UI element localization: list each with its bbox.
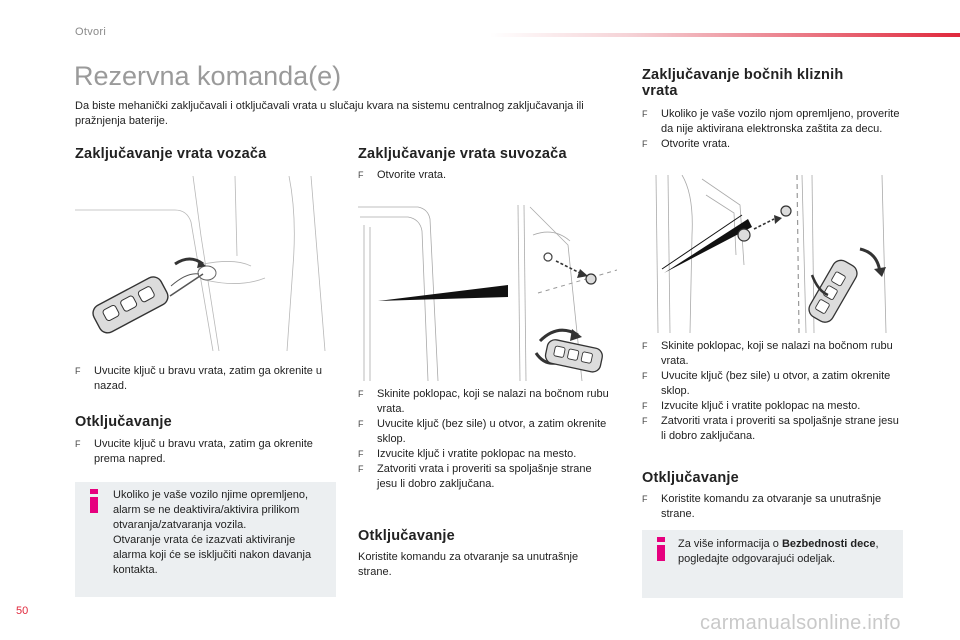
step-text: Otvorite vrata. xyxy=(661,138,731,150)
step-item xyxy=(358,447,613,462)
step-item xyxy=(642,399,904,414)
step-text: Uvucite ključ u bravu vrata, zatim ga okrenite prema napred. xyxy=(94,438,313,465)
step-text: Izvucite ključ i vratite poklopac na mesto. xyxy=(661,400,861,412)
info-icon xyxy=(84,489,104,513)
step-text: Izvucite ključ i vratite poklopac na mesto. xyxy=(377,448,577,460)
step-text: Ukoliko je vaše vozilo njom opremljeno, proverite da nije aktivirana elektronska zaštita za decu. xyxy=(661,108,900,135)
note-link-text: Bezbednosti dece xyxy=(781,538,876,550)
page-number: 50 xyxy=(16,605,29,617)
alarm-info-note xyxy=(75,482,336,597)
passenger-door-heading: Zaključavanje vrata suvozača xyxy=(358,146,567,162)
step-text: Zatvoriti vrata i proveriti sa spoljašnje strane jesu li dobro zaključana. xyxy=(377,463,592,490)
driver-door-illustration xyxy=(75,176,336,351)
header-accent-bar xyxy=(490,33,960,37)
bullet-marker: F xyxy=(642,494,648,504)
step-item xyxy=(642,414,904,444)
bullet-marker: F xyxy=(642,341,648,351)
bullet-marker: F xyxy=(642,109,648,119)
passenger-unlock-text: Koristite komandu za otvaranje sa unutrašnje strane. xyxy=(358,551,579,578)
bullet-marker: F xyxy=(358,389,364,399)
driver-unlock-steps xyxy=(75,437,325,467)
bullet-marker: F xyxy=(75,366,81,376)
step-item xyxy=(642,339,904,369)
step-item xyxy=(642,137,902,152)
step-item xyxy=(642,107,902,137)
note-text xyxy=(678,537,896,567)
step-text: Uvucite ključ u bravu vrata, zatim ga okrenite u nazad. xyxy=(94,365,323,392)
driver-door-heading: Zaključavanje vrata vozača xyxy=(75,146,267,162)
passenger-lock-steps xyxy=(358,387,613,492)
intro-text: Da biste mehanički zaključavali i otključavali vrata u slučaju kvara na sistemu centralnog zaključavanja ili pražnjenja baterije. xyxy=(75,100,584,127)
step-item xyxy=(358,168,608,183)
info-icon xyxy=(651,537,671,561)
step-text: Skinite poklopac, koji se nalazi na bočnom rubu vrata. xyxy=(377,388,609,415)
step-item xyxy=(642,492,904,522)
bullet-marker: F xyxy=(358,419,364,429)
bullet-marker: F xyxy=(358,464,364,474)
driver-unlock-heading: Otključavanje xyxy=(75,414,172,430)
bullet-marker: F xyxy=(358,170,364,180)
sliding-door-illustration xyxy=(642,175,903,333)
bullet-marker: F xyxy=(642,371,648,381)
passenger-unlock-heading: Otključavanje xyxy=(358,528,455,544)
bullet-marker: F xyxy=(642,139,648,149)
step-item xyxy=(75,437,325,467)
sliding-door-heading: Zaključavanje bočnih kliznih vrata xyxy=(642,67,844,99)
step-text: Skinite poklopac, koji se nalazi na bočnom rubu vrata. xyxy=(661,340,893,367)
sliding-lock-steps xyxy=(642,339,904,444)
note-text: Ukoliko je vaše vozilo njime opremljeno, alarm se ne deaktivira/aktivira prilikom otvaranja/zatvaranja vozila. Otvaranje vrata će izazvati aktiviranje alarma koji će se isključiti nakon davanja kontakta. xyxy=(113,489,312,576)
step-text: Uvucite ključ (bez sile) u otvor, a zatim okrenite sklop. xyxy=(661,370,891,397)
passenger-pre-steps xyxy=(358,168,608,183)
step-item xyxy=(358,462,613,492)
watermark: carmanualsonline.info xyxy=(700,612,901,634)
page-title: Rezervna komanda(e) xyxy=(74,61,342,91)
step-text: Zatvoriti vrata i proveriti sa spoljašnje strane jesu li dobro zaključana. xyxy=(661,415,899,442)
step-item xyxy=(642,369,904,399)
sliding-unlock-heading: Otključavanje xyxy=(642,470,739,486)
note-prefix: Za više informacija o xyxy=(678,538,782,550)
step-text: Otvorite vrata. xyxy=(377,169,447,181)
note-suffix: , pogledajte odgovarajući odeljak. xyxy=(678,538,879,565)
step-item xyxy=(358,387,613,417)
bullet-marker: F xyxy=(642,416,648,426)
step-item xyxy=(75,364,325,394)
child-safety-info-note xyxy=(642,530,903,598)
step-text: Uvucite ključ (bez sile) u otvor, a zatim okrenite sklop. xyxy=(377,418,607,445)
driver-lock-steps xyxy=(75,364,325,394)
sliding-unlock-steps xyxy=(642,492,904,522)
bullet-marker: F xyxy=(358,449,364,459)
bullet-marker: F xyxy=(75,439,81,449)
step-text: Koristite komandu za otvaranje sa unutrašnje strane. xyxy=(661,493,882,520)
sliding-pre-steps xyxy=(642,107,902,152)
section-label: Otvori xyxy=(75,26,107,38)
bullet-marker: F xyxy=(642,401,648,411)
step-item xyxy=(358,417,613,447)
passenger-door-illustration xyxy=(358,205,617,381)
